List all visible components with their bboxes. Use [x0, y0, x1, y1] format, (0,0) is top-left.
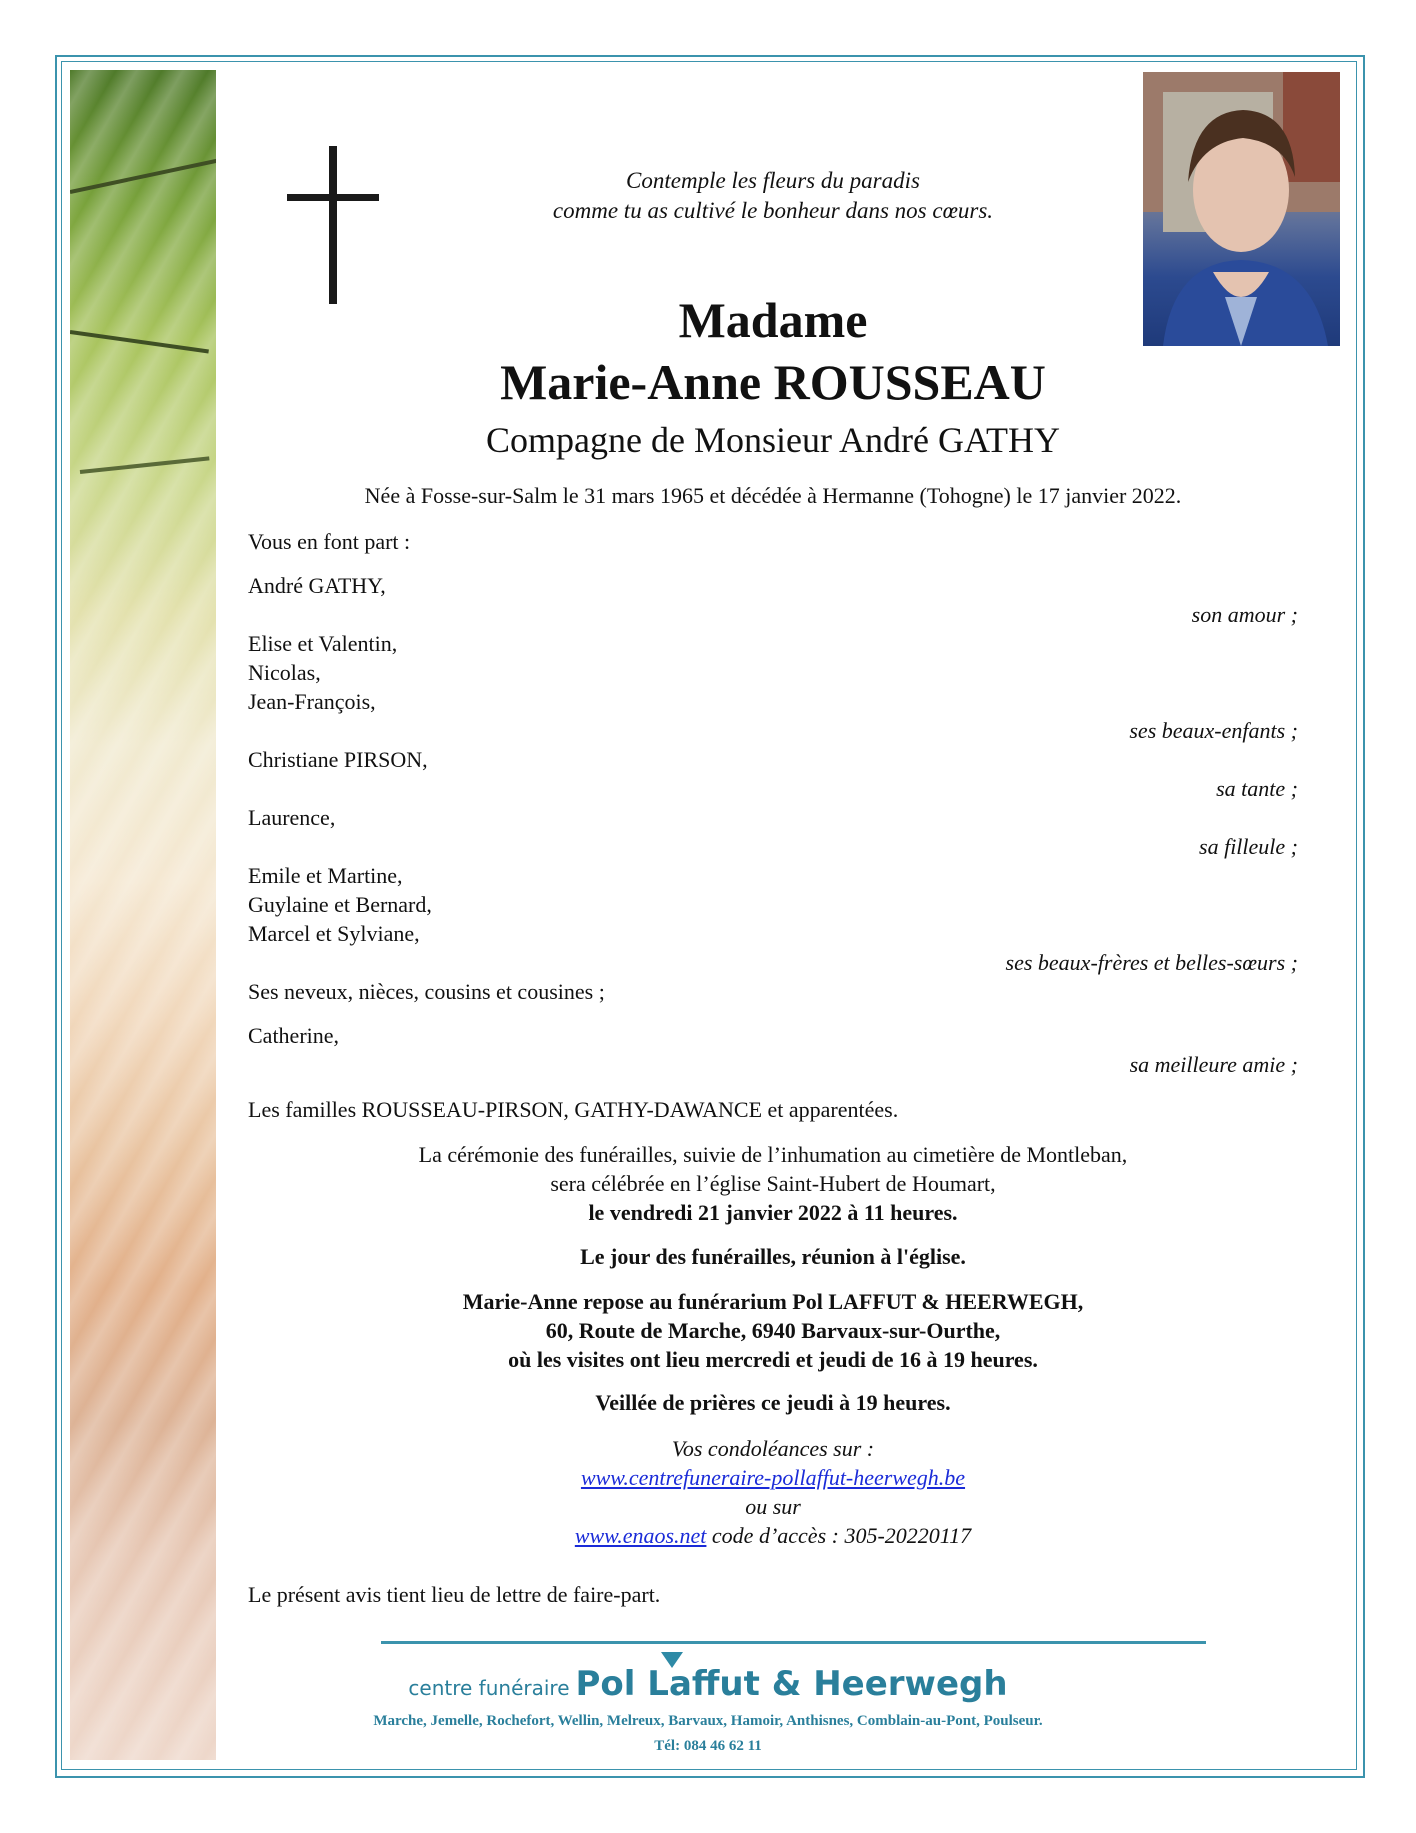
meeting-info: Le jour des funérailles, réunion à l'église. — [580, 1244, 966, 1269]
deceased-companion: Compagne de Monsieur André GATHY — [486, 420, 1060, 460]
announcer-relation: ses beaux-enfants ; — [1129, 718, 1298, 743]
ceremony-line: La cérémonie des funérailles, suivie de l’inhumation au cimetière de Montleban, — [418, 1142, 1128, 1167]
announcer-name: Catherine, — [248, 1023, 340, 1048]
ceremony-line: sera célébrée en l’église Saint-Hubert de Houmart, — [550, 1171, 996, 1196]
announcer-relation: sa filleule ; — [1199, 834, 1298, 859]
funeral-home-logo — [0, 1664, 1416, 1704]
access-code: code d’accès : 305-20220117 — [706, 1523, 972, 1548]
footer-phone: Tél: 084 46 62 11 — [654, 1738, 762, 1754]
condolences — [248, 1434, 1298, 1550]
vigil-info: Veillée de prières ce jeudi à 19 heures. — [595, 1390, 951, 1415]
announcer-relation: son amour ; — [1191, 602, 1298, 627]
forest-path-photo — [70, 70, 216, 1760]
condolences-link-enaos[interactable]: www.enaos.net — [574, 1523, 707, 1548]
memorial-quote — [248, 166, 1298, 226]
footer-locations: Marche, Jemelle, Rochefort, Wellin, Melreux, Barvaux, Hamoir, Anthisnes, Comblain-au-Pont, Poulseur. — [373, 1713, 1043, 1729]
families-line: Les familles ROUSSEAU-PIRSON, GATHY-DAWANCE et apparentées. — [248, 1097, 899, 1122]
announcer-name: Laurence, — [248, 805, 336, 830]
birth-death-info: Née à Fosse-sur-Salm le 31 mars 1965 et décédée à Hermanne (Tohogne) le 17 janvier 2022. — [364, 483, 1182, 508]
footer-divider — [381, 1641, 1206, 1644]
announcer-name: Emile et Martine, — [248, 863, 403, 888]
announcer-name: Jean-François, — [248, 689, 376, 714]
announcer-relation: sa meilleure amie ; — [1129, 1052, 1298, 1077]
condolences-or: ou sur — [745, 1494, 801, 1519]
announcer-name: Marcel et Sylviane, — [248, 921, 420, 946]
announcer-name: Elise et Valentin, — [248, 631, 398, 656]
extended-family: Ses neveux, nièces, cousins et cousines ; — [248, 979, 605, 1004]
quote-line: comme tu as cultivé le bonheur dans nos cœurs. — [552, 198, 994, 223]
ceremony-info — [248, 1140, 1298, 1227]
funerarium-line: où les visites ont lieu mercredi et jeudi de 16 à 19 heures. — [508, 1347, 1038, 1372]
announcers-intro: Vous en font part : — [248, 529, 411, 554]
announcer-relation: sa tante ; — [1216, 776, 1298, 801]
deceased-title: Madame — [678, 292, 868, 348]
announcer-name: Christiane PIRSON, — [248, 747, 428, 772]
announcer-relation: ses beaux-frères et belles-sœurs ; — [1005, 950, 1298, 975]
funerarium-line: Marie-Anne repose au funérarium Pol LAFFUT & HEERWEGH, — [462, 1289, 1084, 1314]
quote-line: Contemple les fleurs du paradis — [626, 168, 920, 193]
funerarium-info — [248, 1287, 1298, 1374]
notice-line: Le présent avis tient lieu de lettre de faire-part. — [248, 1582, 661, 1607]
announcer-name: André GATHY, — [248, 573, 386, 598]
condolences-intro: Vos condoléances sur : — [671, 1436, 875, 1461]
deceased-name: Marie-Anne ROUSSEAU — [500, 354, 1046, 410]
ceremony-date: le vendredi 21 janvier 2022 à 11 heures. — [588, 1200, 958, 1225]
logo-prefix: centre funéraire — [408, 1676, 570, 1700]
condolences-link-funerarium[interactable]: www.centrefuneraire-pollaffut-heerwegh.be — [580, 1465, 966, 1490]
announcer-name: Guylaine et Bernard, — [248, 892, 432, 917]
funerarium-line: 60, Route de Marche, 6940 Barvaux-sur-Ourthe, — [545, 1318, 1001, 1343]
announcer-name: Nicolas, — [248, 660, 321, 685]
logo-brand: Pol Laffut & Heerwegh — [575, 1664, 1008, 1704]
